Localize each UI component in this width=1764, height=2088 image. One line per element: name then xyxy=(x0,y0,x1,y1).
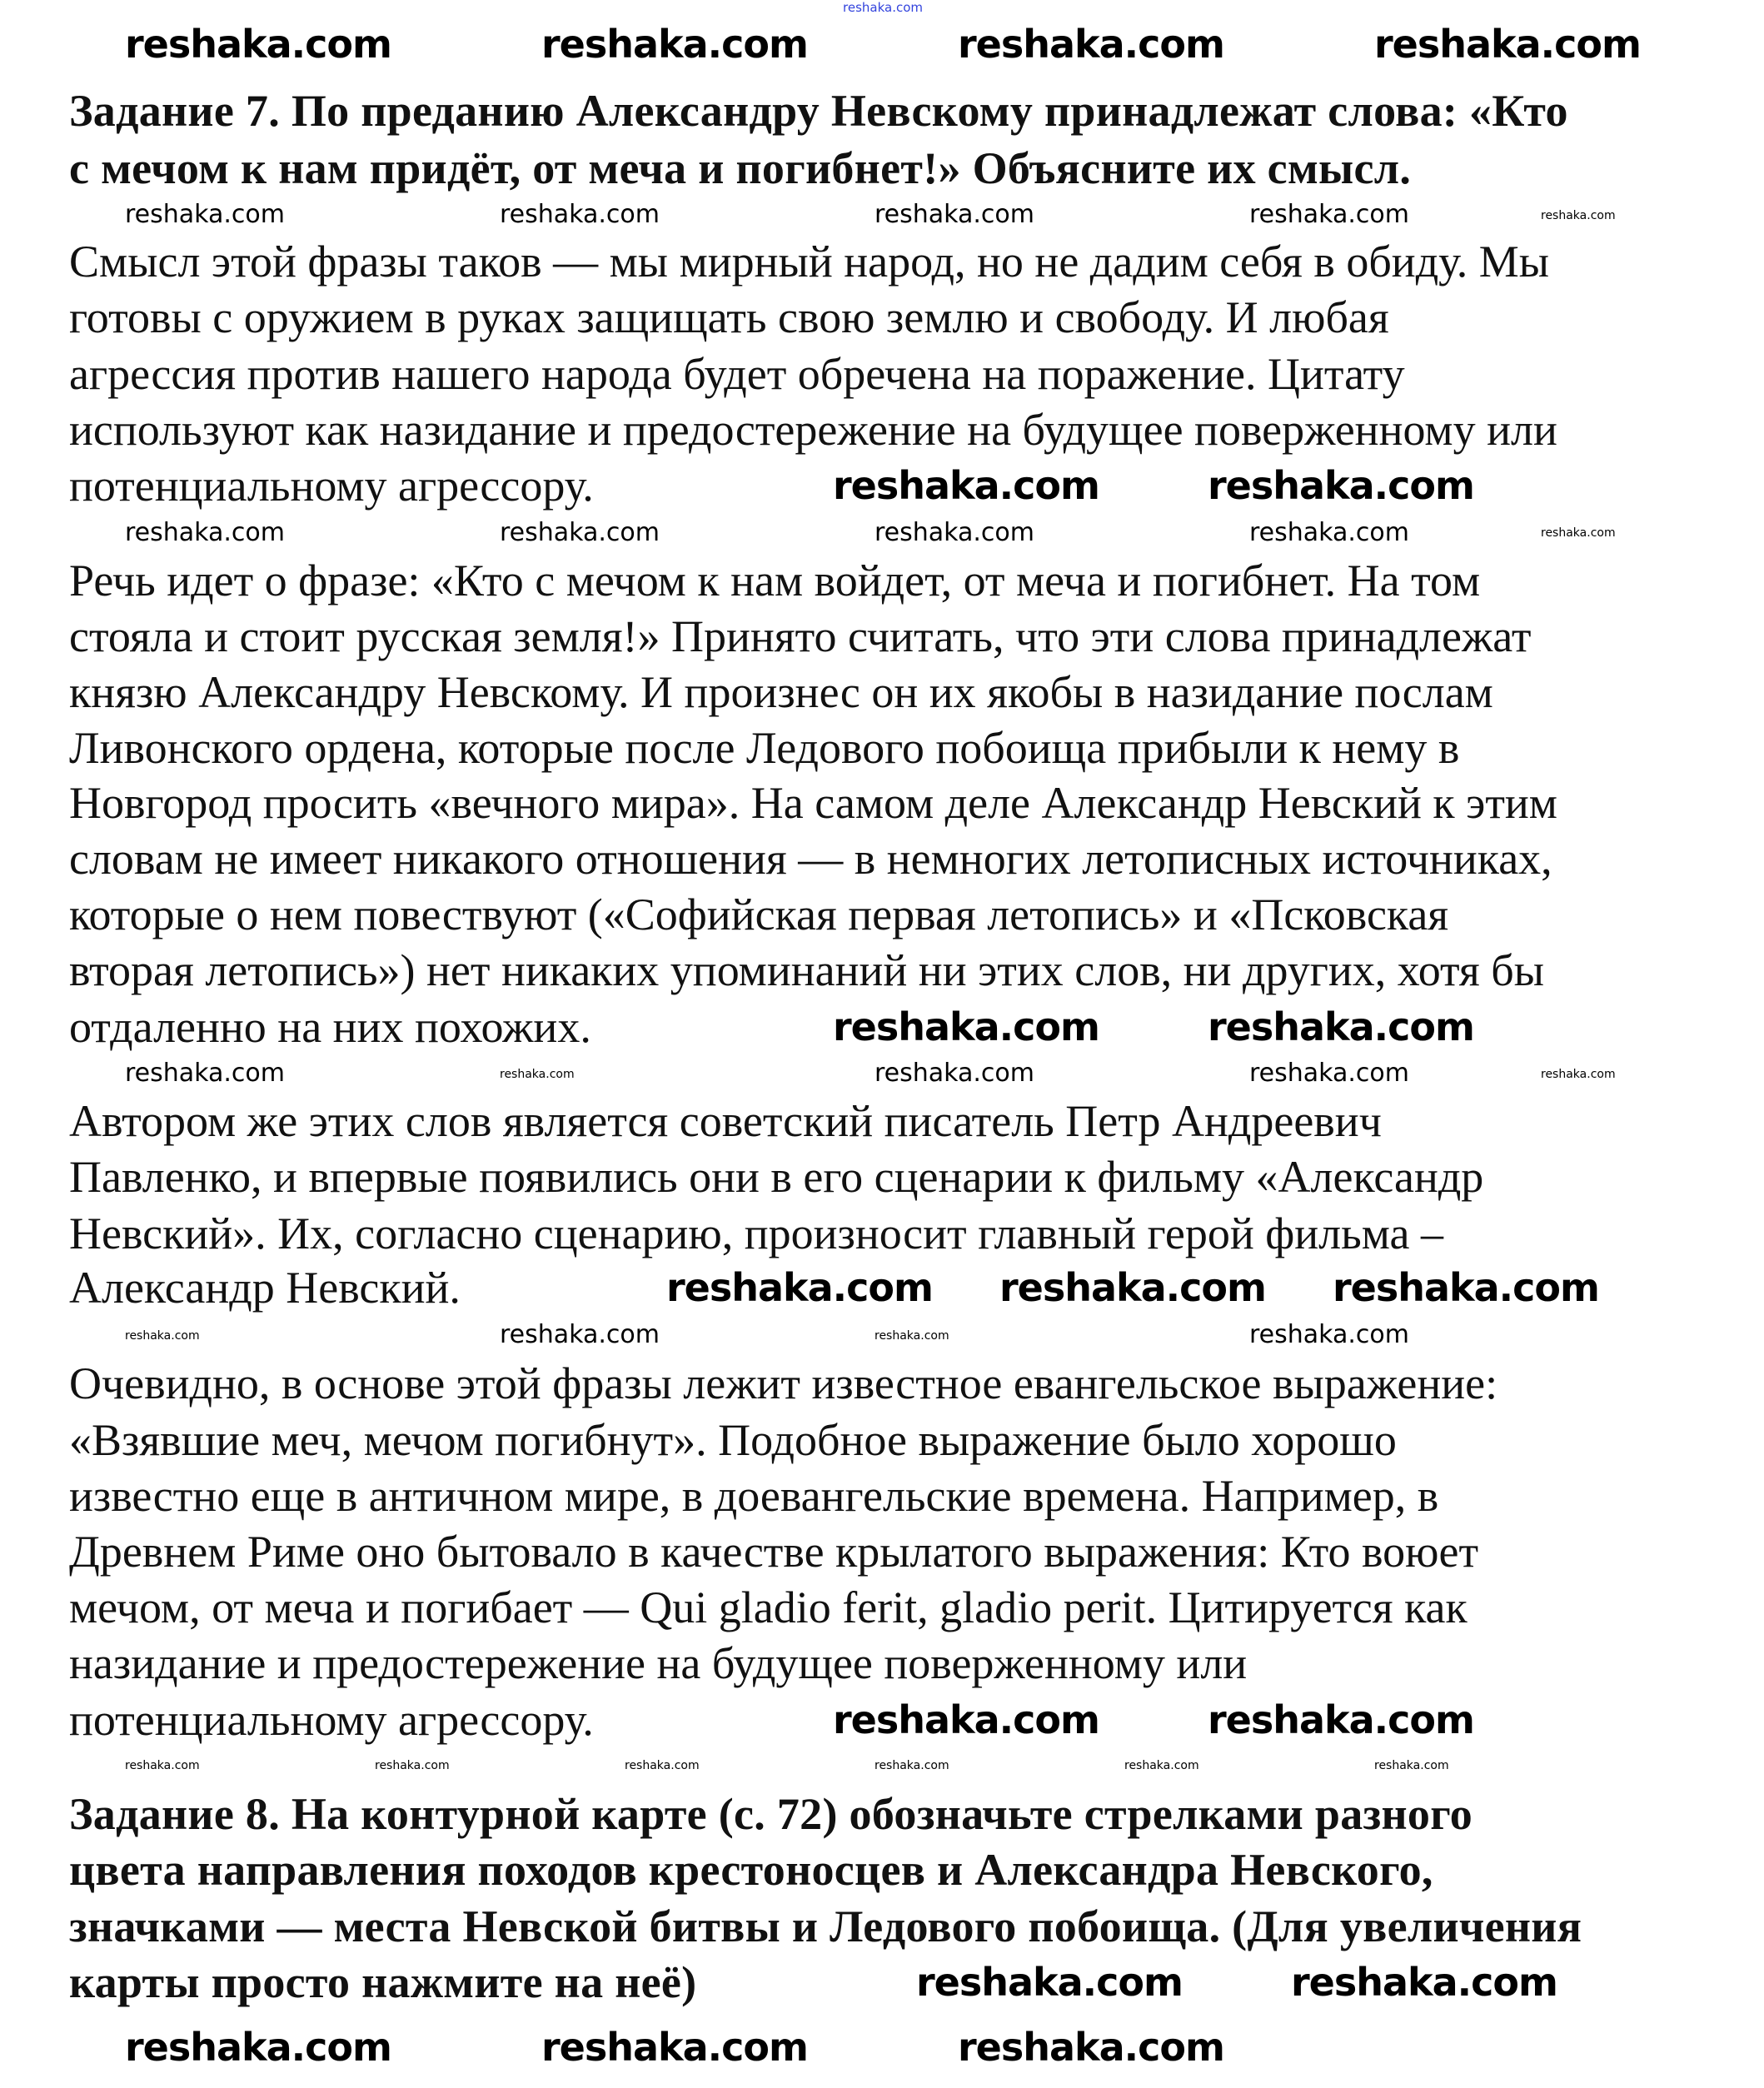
watermark: reshaka.com xyxy=(125,1759,200,1772)
watermark: reshaka.com xyxy=(500,200,660,229)
task8-heading-line: значками — места Невской битвы и Ледового побоища. (Для увеличения xyxy=(69,1901,1582,1951)
watermark: reshaka.com xyxy=(1374,1759,1449,1772)
paragraph-line: готовы с оружием в руках защищать свою землю и свободу. И любая xyxy=(69,292,1389,342)
paragraph-line: которые о нем повествуют («Софийская первая летопись» и «Псковская xyxy=(69,890,1449,939)
watermark: reshaka.com xyxy=(1208,463,1474,508)
watermark: reshaka.com xyxy=(833,463,1099,508)
watermark: reshaka.com xyxy=(843,0,923,15)
paragraph-line: Невский». Их, согласно сценарию, произносит главный герой фильма – xyxy=(69,1208,1444,1258)
paragraph-line: потенциальному агрессору. xyxy=(69,461,594,511)
paragraph-line: Речь идет о фразе: «Кто с мечом к нам войдет, от меча и погибнет. На том xyxy=(69,556,1481,605)
watermark: reshaka.com xyxy=(1291,1960,1557,2005)
watermark: reshaka.com xyxy=(875,1759,949,1772)
paragraph-line: известно еще в античном мире, в доевангельские времена. Например, в xyxy=(69,1471,1439,1521)
task8-heading-line: Задание 8. На контурной карте (с. 72) обозначьте стрелками разного xyxy=(69,1789,1472,1839)
task8-heading-line: цвета направления походов крестоносцев и Александра Невского, xyxy=(69,1845,1433,1895)
paragraph-line: используют как назидание и предостережение на будущее поверженному или xyxy=(69,405,1557,455)
watermark: reshaka.com xyxy=(1249,200,1409,229)
watermark: reshaka.com xyxy=(916,1960,1183,2005)
paragraph-line: Древнем Риме оно бытовало в качестве крылатого выражения: Кто воюет xyxy=(69,1527,1479,1577)
watermark: reshaka.com xyxy=(375,1759,450,1772)
paragraph-line: Ливонского ордена, которые после Ледового побоища прибыли к нему в xyxy=(69,723,1460,773)
paragraph-line: мечом, от меча и погибает — Qui gladio ferit, gladio perit. Цитируется как xyxy=(69,1582,1468,1632)
paragraph-line: агрессия против нашего народа будет обречена на поражение. Цитату xyxy=(69,349,1405,399)
watermark: reshaka.com xyxy=(1249,1059,1409,1088)
paragraph-line: вторая летопись») нет никаких упоминаний ни этих слов, ни других, хотя бы xyxy=(69,945,1545,995)
watermark: reshaka.com xyxy=(500,1068,575,1081)
watermark: reshaka.com xyxy=(875,1329,949,1343)
watermark: reshaka.com xyxy=(1249,518,1409,547)
watermark: reshaka.com xyxy=(625,1759,700,1772)
watermark: reshaka.com xyxy=(1541,1068,1616,1081)
watermark: reshaka.com xyxy=(666,1265,933,1310)
watermark: reshaka.com xyxy=(125,22,391,67)
watermark: reshaka.com xyxy=(1249,1320,1409,1349)
paragraph-line: отдаленно на них похожих. xyxy=(69,1002,591,1052)
watermark: reshaka.com xyxy=(999,1265,1266,1310)
watermark: reshaka.com xyxy=(1124,1759,1199,1772)
task7-heading-line: Задание 7. По преданию Александру Невскому принадлежат слова: «Кто xyxy=(69,86,1568,136)
watermark: reshaka.com xyxy=(541,2025,808,2070)
watermark: reshaka.com xyxy=(541,22,808,67)
watermark: reshaka.com xyxy=(125,200,285,229)
watermark: reshaka.com xyxy=(500,1320,660,1349)
paragraph-line: Павленко, и впервые появились они в его сценарии к фильму «Александр xyxy=(69,1152,1484,1202)
watermark: reshaka.com xyxy=(1208,1004,1474,1049)
watermark: reshaka.com xyxy=(1374,22,1641,67)
paragraph-line: назидание и предостережение на будущее поверженному или xyxy=(69,1638,1248,1688)
watermark: reshaka.com xyxy=(1208,1697,1474,1742)
paragraph-line: Очевидно, в основе этой фразы лежит известное евангельское выражение: xyxy=(69,1358,1498,1408)
watermark: reshaka.com xyxy=(1541,209,1616,222)
watermark: reshaka.com xyxy=(875,518,1034,547)
watermark: reshaka.com xyxy=(833,1697,1099,1742)
paragraph-line: Александр Невский. xyxy=(69,1263,461,1313)
watermark: reshaka.com xyxy=(875,200,1034,229)
watermark: reshaka.com xyxy=(125,2025,391,2070)
paragraph-line: словам не имеет никакого отношения — в немногих летописных источниках, xyxy=(69,834,1552,884)
paragraph-line: «Взявшие меч, мечом погибнут». Подобное выражение было хорошо xyxy=(69,1415,1397,1465)
paragraph-line: князю Александру Невскому. И произнес он их якобы в назидание послам xyxy=(69,667,1493,717)
task8-map-link[interactable]: карты просто нажмите на неё) xyxy=(69,1957,697,2007)
watermark: reshaka.com xyxy=(500,518,660,547)
watermark: reshaka.com xyxy=(125,1329,200,1343)
watermark: reshaka.com xyxy=(958,22,1224,67)
watermark: reshaka.com xyxy=(875,1059,1034,1088)
paragraph-line: Новгород просить «вечного мира». На самом деле Александр Невский к этим xyxy=(69,778,1557,828)
watermark: reshaka.com xyxy=(1541,526,1616,540)
watermark: reshaka.com xyxy=(833,1004,1099,1049)
watermark: reshaka.com xyxy=(125,518,285,547)
paragraph-line: стояла и стоит русская земля!» Принято считать, что эти слова принадлежат xyxy=(69,611,1532,661)
watermark: reshaka.com xyxy=(125,1059,285,1088)
watermark: reshaka.com xyxy=(1333,1265,1599,1310)
paragraph-line: Смысл этой фразы таков — мы мирный народ, но не дадим себя в обиду. Мы xyxy=(69,237,1550,287)
paragraph-line: Автором же этих слов является советский писатель Петр Андреевич xyxy=(69,1096,1382,1146)
paragraph-line: потенциальному агрессору. xyxy=(69,1695,594,1745)
watermark: reshaka.com xyxy=(958,2025,1224,2070)
task7-heading-line: с мечом к нам придёт, от меча и погибнет!» Объясните их смысл. xyxy=(69,143,1412,193)
